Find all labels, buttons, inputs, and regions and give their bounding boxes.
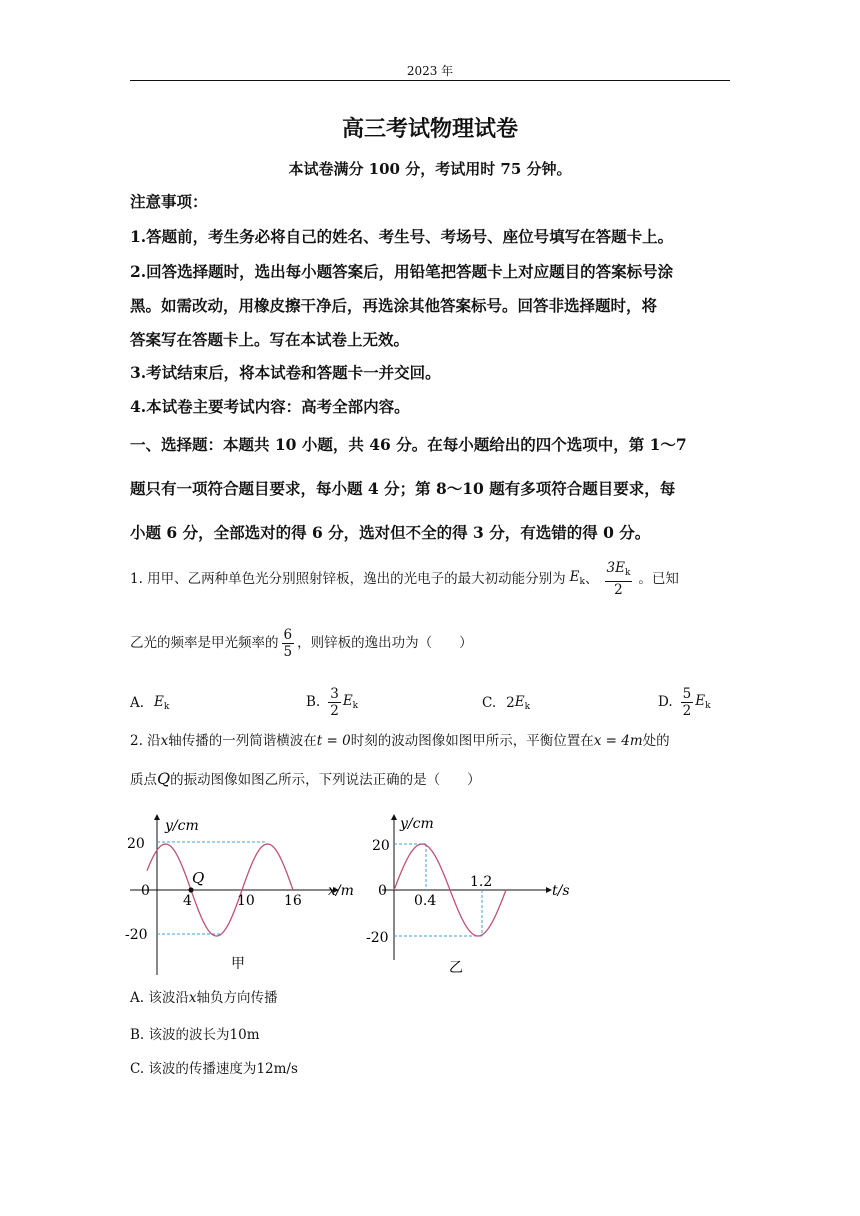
q1-text-tail: ，则锌板的逸出功为（ ） (297, 635, 473, 651)
y-axis-label: y/cm (165, 818, 199, 834)
ek-symbol: $E_k$ (569, 568, 585, 587)
xtick: 4 (183, 893, 192, 909)
vibration-graph-yi (362, 810, 592, 980)
q1-option-c[interactable]: C. 2 $E_k$ (482, 694, 531, 712)
graph-caption: 甲 (231, 956, 245, 972)
question-2-line-2: 质点Q的振动图像如图乙所示，下列说法正确的是（ ） (130, 769, 481, 788)
section-instructions: 一、选择题：本题共 10 小题，共 46 分。在每小题给出的四个选项中，第 1～7 (130, 435, 687, 454)
xtick: 10 (237, 893, 255, 909)
q2-option-c[interactable]: C. 该波的传播速度为12m/s (130, 1061, 298, 1077)
ytick: 0 (141, 883, 150, 899)
ytick: 0 (378, 883, 387, 899)
q2-option-a[interactable]: A. 该波沿x轴负方向传播 (130, 990, 278, 1006)
question-1-line-1 (130, 556, 730, 602)
question-1-line-2 (130, 620, 730, 666)
notice-line: 1.答题前，考生务必将自己的姓名、考生号、考场号、座位号填写在答题卡上。 (130, 227, 674, 246)
x-axis-label: t/s (552, 883, 570, 899)
question-2-line-1: 2. 沿x轴传播的一列简谐横波在t = 0时刻的波动图像如图甲所示，平衡位置在x = 4m处的 (130, 733, 670, 749)
xtick: 0.4 (414, 893, 437, 909)
notice-line: 4.本试卷主要考试内容：高考全部内容。 (130, 397, 410, 416)
graph-caption: 乙 (449, 960, 463, 976)
ytick: -20 (125, 927, 148, 943)
notice-line: 答案写在答题卡上。写在本试卷上无效。 (130, 330, 410, 349)
notice-line: 2.回答选择题时，选出每小题答案后，用铅笔把答题卡上对应题目的答案标号涂 (130, 262, 674, 281)
fraction-6-5: $\frac{6}{5}$ (283, 626, 293, 660)
wave-graph-jia (125, 810, 365, 980)
q1-option-b[interactable]: B. $\frac{3}{2}$ $E_k$ (306, 685, 359, 719)
q1-text: 乙光的频率是甲光频率的 (130, 635, 279, 651)
q2-option-b[interactable]: B. 该波的波长为10m (130, 1027, 260, 1043)
section-instructions: 小题 6 分，全部选对的得 6 分，选对但不全的得 3 分，有选错的得 0 分。 (130, 523, 651, 542)
q1-text: 1. 用甲、乙两种单色光分别照射锌板，逸出的光电子的最大初动能分别为 (130, 571, 566, 587)
notice-line: 3.考试结束后，将本试卷和答题卡一并交回。 (130, 363, 441, 382)
ytick: -20 (366, 930, 389, 946)
ytick: 20 (372, 838, 390, 854)
point-q (188, 887, 193, 892)
section-instructions: 题只有一项符合题目要求，每小题 4 分；第 8～10 题有多项符合题目要求，每 (130, 479, 676, 498)
q1-text-tail: 。已知 (638, 571, 679, 587)
ytick: 20 (127, 836, 145, 852)
point-label: Q (192, 869, 205, 887)
header-divider (130, 80, 730, 81)
xtick: 1.2 (470, 874, 493, 890)
notice-line: 黑。如需改动，用橡皮擦干净后，再选涂其他答案标号。回答非选择题时，将 (130, 296, 658, 315)
x-axis-label: x/m (328, 883, 354, 899)
fraction-3ek-2: $\frac{3E_k}{2}$ (606, 560, 631, 598)
page-header-year: 2023 年 (406, 64, 454, 78)
separator: 、 (585, 571, 599, 587)
notice-heading: 注意事项： (130, 192, 208, 211)
page-title: 高三考试物理试卷 (341, 116, 518, 142)
q1-option-d[interactable]: D. $\frac{5}{2}$ $E_k$ (658, 685, 711, 719)
q1-option-a[interactable]: A. $E_k$ (130, 694, 170, 712)
xtick: 16 (284, 893, 302, 909)
y-axis-label: y/cm (400, 816, 434, 832)
exam-subtitle: 本试卷满分 100 分，考试用时 75 分钟。 (288, 160, 572, 178)
